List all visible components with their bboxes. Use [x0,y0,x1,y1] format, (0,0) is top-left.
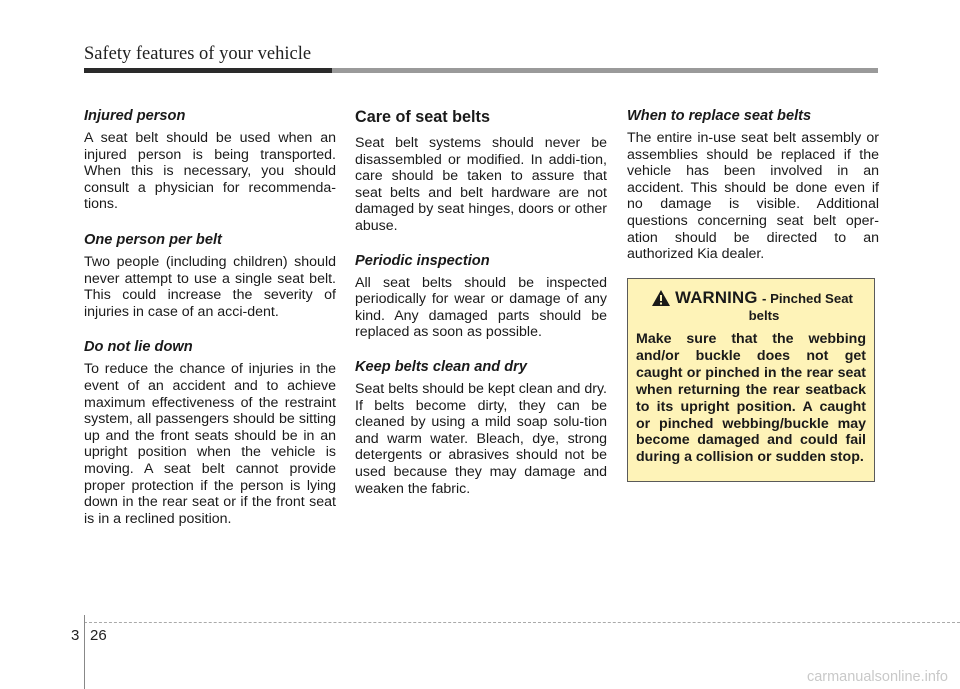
section-title-care-of-seat-belts: Care of seat belts [355,108,490,126]
warning-title-block [675,288,853,323]
warning-header [636,288,866,323]
warning-label: WARNING [675,288,758,307]
warning-subtitle-line1: - Pinched Seat [762,291,853,306]
section-heading-one-person-per-belt: One person per belt [84,231,222,248]
column-3 [627,108,879,263]
header-rule-accent [84,68,332,73]
section-text-when-to-replace: The entire in-use seat belt assembly or assemblies should be replaced if the vehicle has been involved in an accident. This should be done even if no damage is visible. Additional questions concerning seat belt oper-ation should be directed to an authorized Kia dealer. [627,130,879,263]
section-heading-when-to-replace: When to replace seat belts [627,108,812,124]
warning-box [627,278,875,482]
page-header-title: Safety features of your vehicle [84,44,312,64]
column-2 [355,108,607,497]
column-1 [84,108,336,527]
section-text-injured-person: A seat belt should be used when an injured person is being transported. When this is necessary, you should consult a physician for recommenda-tions. [84,130,336,213]
section-text-one-person-per-belt: Two people (including children) should never attempt to use a single seat belt. This could increase the severity of injuries in case of an acci-dent. [84,253,336,320]
section-heading-periodic-inspection: Periodic inspection [355,252,490,269]
watermark: carmanualsonline.info [806,669,948,685]
warning-subtitle-line2: belts [748,308,780,323]
warning-text: Make sure that the webbing and/or buckle does not get caught or pinched in the rear seat when returning the rear seatback to its upright position. A caught or pinched webbing/buckle may become damaged and could fail during a collision or sudden stop. [636,331,866,466]
section-text-care-intro: Seat belt systems should never be disassembled or modified. In addi-tion, care should be taken to assure that seat belts and belt hardware are not damaged by seat hinges, doors or other abuse. [355,135,607,234]
section-text-periodic-inspection: All seat belts should be inspected periodically for wear or damage of any kind. Any damaged parts should be replaced as soon as possible. [355,274,607,341]
section-text-keep-belts-clean: Seat belts should be kept clean and dry. If belts become dirty, they can be cleaned by using a mild soap solu-tion and warm water. Bleach, dye, strong detergents or abrasives should not be used because they may damage and weaken the fabric. [355,380,607,497]
section-heading-do-not-lie-down: Do not lie down [84,339,193,356]
footer-divider [84,615,85,689]
section-heading-injured-person: Injured person [84,108,186,124]
warning-triangle-icon [651,289,671,307]
footer-chapter-number: 3 [71,627,80,644]
section-text-do-not-lie-down: To reduce the chance of injuries in the event of an accident and to achieve maximum effectiveness of the restraint system, all passengers should be sitting up and the front seats should be in an upright position when the vehicle is moving. A seat belt cannot provide proper protection if the person is lying down in the rear seat or if the front seat is in a reclined position. [84,361,336,527]
footer-rule [84,622,960,623]
section-heading-keep-belts-clean: Keep belts clean and dry [355,358,527,375]
footer-page-number: 26 [90,627,107,644]
